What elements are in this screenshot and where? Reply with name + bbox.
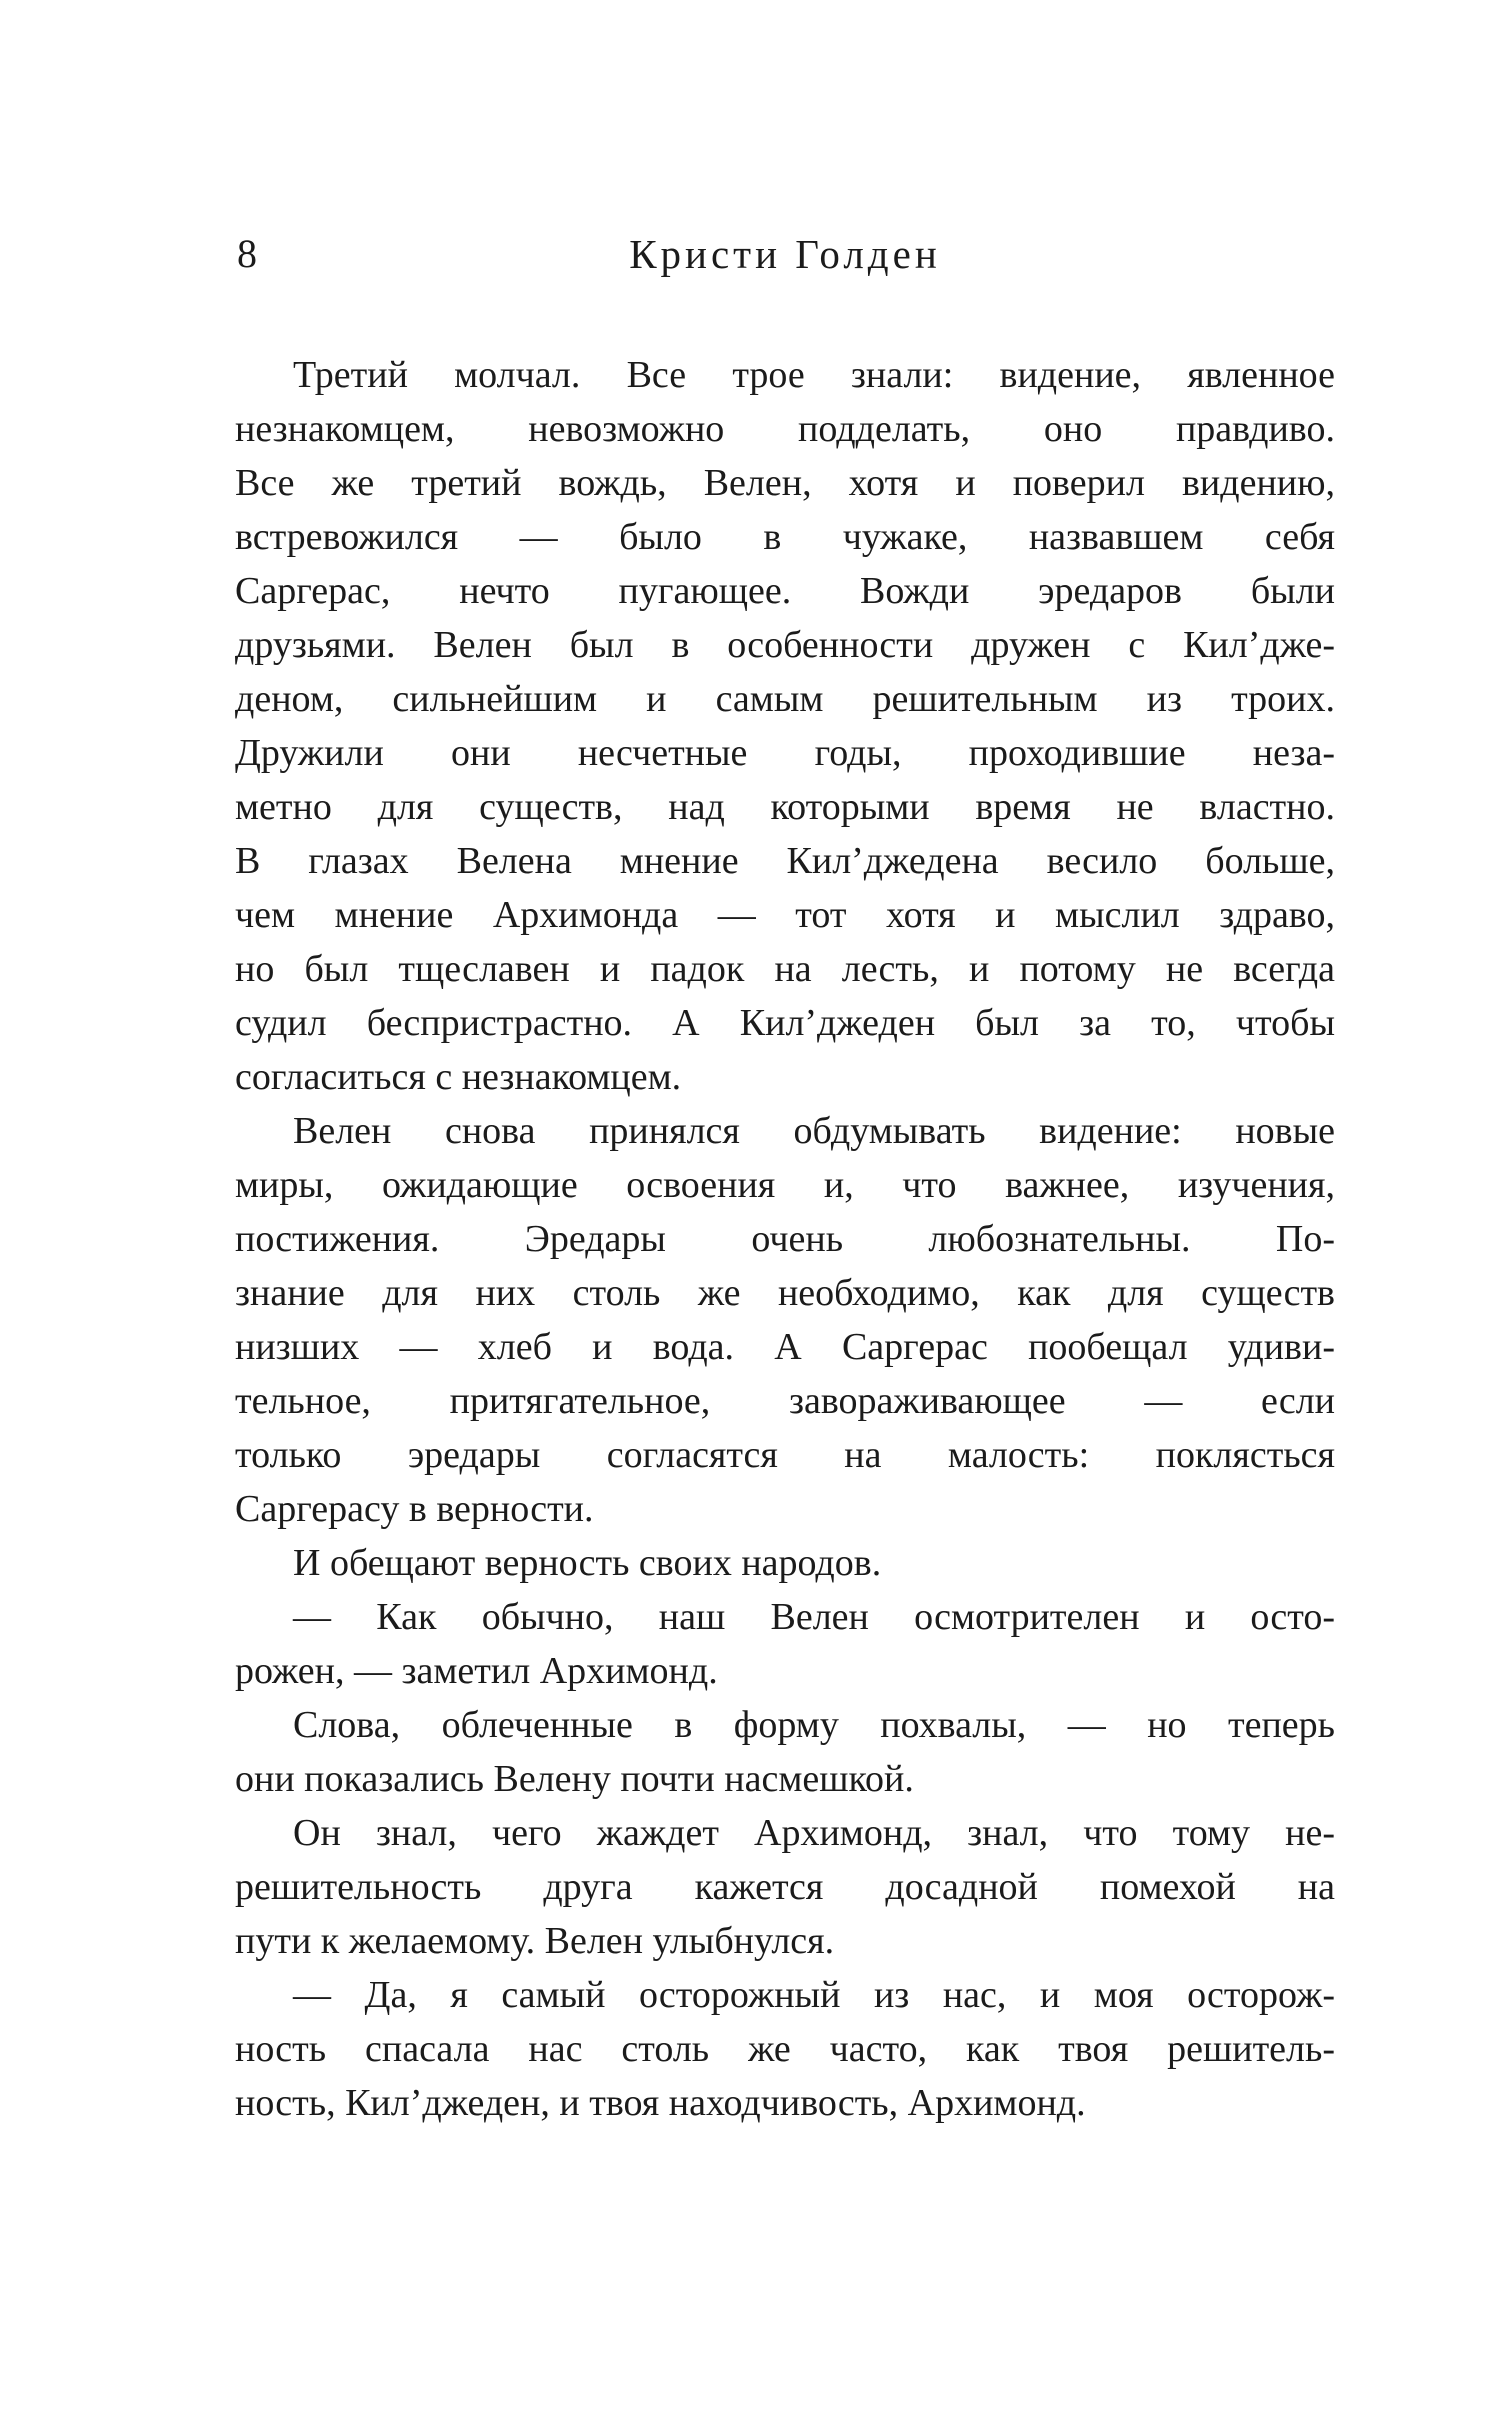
text-line: чем мнение Архимонда — тот хотя и мыслил здраво, [235, 894, 1335, 936]
paragraph [235, 1104, 1335, 1536]
page-number: 8 [237, 231, 257, 276]
text-line: Слова, облеченные в форму похвалы, — но теперь [293, 1704, 1335, 1746]
text-line: И обещают верность своих народов. [293, 1542, 882, 1584]
text-line: пути к желаемому. Велен улыбнулся. [235, 1920, 835, 1962]
text-line: деном, сильнейшим и самым решительным из троих. [235, 678, 1335, 720]
text-line: тельное, притягательное, завораживающее — если [235, 1380, 1335, 1422]
text-line: рожен, — заметил Архимонд. [235, 1650, 718, 1692]
text-line: В глазах Велена мнение Кил’джедена весило больше, [235, 840, 1335, 882]
text-line: Саргерас, нечто пугающее. Вожди эредаров были [235, 570, 1335, 612]
text-line: незнакомцем, невозможно подделать, оно правдиво. [235, 408, 1335, 450]
text-line: ность, Кил’джеден, и твоя находчивость, Архимонд. [235, 2082, 1086, 2124]
text-line: постижения. Эредары очень любознательны. По- [235, 1218, 1335, 1260]
text-line: — Как обычно, наш Велен осмотрителен и осто- [293, 1596, 1335, 1638]
text-line: миры, ожидающие освоения и, что важнее, изучения, [235, 1164, 1335, 1206]
text-line: но был тщеславен и падок на лесть, и потому не всегда [235, 948, 1335, 990]
text-line: друзьями. Велен был в особенности дружен с Кил’дже- [235, 624, 1335, 666]
text-line: Дружили они несчетные годы, проходившие неза- [235, 732, 1335, 774]
text-line: они показались Велену почти насмешкой. [235, 1758, 914, 1800]
text-line: низших — хлеб и вода. А Саргерас пообещал удиви- [235, 1326, 1335, 1368]
text-line: согласиться с незнакомцем. [235, 1056, 682, 1098]
text-line: только эредары согласятся на малость: поклясться [235, 1434, 1335, 1476]
text-line: Третий молчал. Все трое знали: видение, явленное [293, 354, 1335, 396]
paragraph [235, 1806, 1335, 1968]
paragraph [235, 1590, 1335, 1698]
text-line: встревожился — было в чужаке, назвавшем себя [235, 516, 1335, 558]
paragraph [235, 1698, 1335, 1806]
text-line: Он знал, чего жаждет Архимонд, знал, что тому не- [293, 1812, 1335, 1854]
text-line: Саргерасу в верности. [235, 1488, 594, 1530]
text-line: — Да, я самый осторожный из нас, и моя осторож- [293, 1974, 1335, 2016]
text-line: судил беспристрастно. А Кил’джеден был за то, чтобы [235, 1002, 1335, 1044]
text-line: ность спасала нас столь же часто, как твоя решитель- [235, 2028, 1335, 2070]
text-line: знание для них столь же необходимо, как для существ [235, 1272, 1335, 1314]
paragraph [235, 1968, 1335, 2130]
running-head: Кристи Голден [629, 231, 941, 277]
paragraph [235, 348, 1335, 1104]
paragraph [235, 1536, 1335, 1590]
text-line: решительность друга кажется досадной помехой на [235, 1866, 1335, 1908]
text-line: метно для существ, над которыми время не властно. [235, 786, 1335, 828]
page-header [235, 228, 1335, 290]
text-line: Все же третий вождь, Велен, хотя и поверил видению, [235, 462, 1335, 504]
page-body [235, 348, 1335, 2130]
text-line: Велен снова принялся обдумывать видение: новые [293, 1110, 1335, 1152]
